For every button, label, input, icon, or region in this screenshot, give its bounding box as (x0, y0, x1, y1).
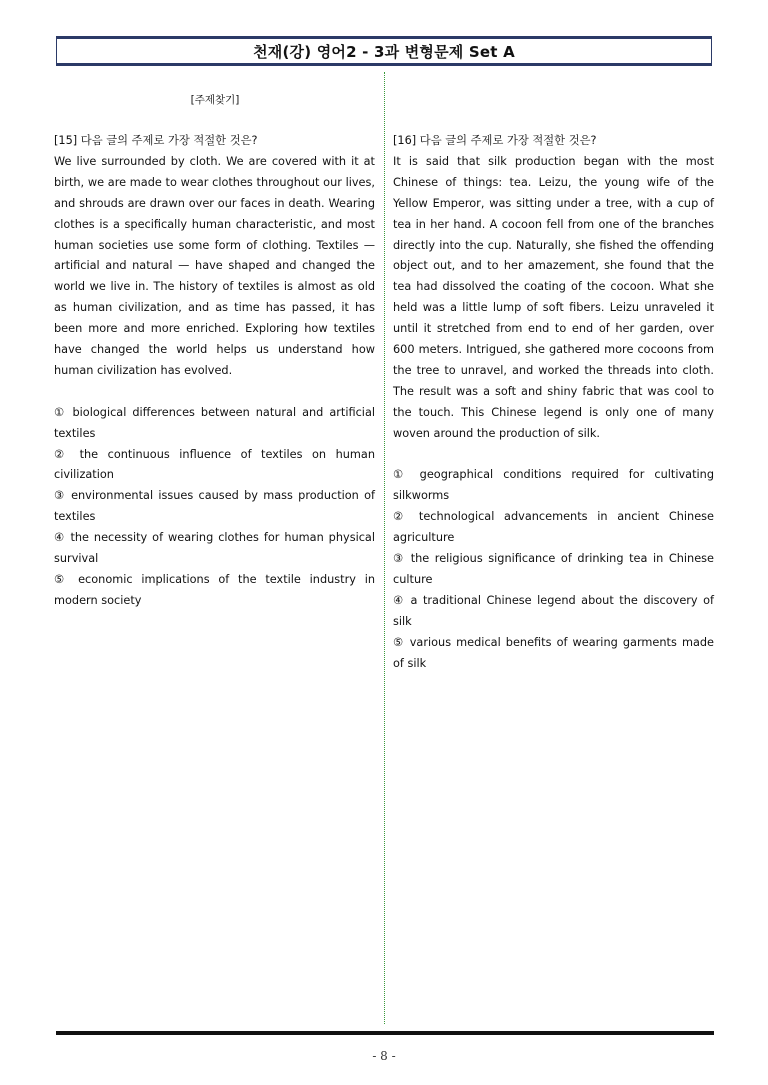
question-16-passage: It is said that silk production began with the most Chinese of things: tea. Leizu, the young wife of the Yellow Emperor, was sitting under a tree, with a cup of tea in her hand. A cocoon fell from one of the branches directly into the cup. Naturally, she fished the offending object out, and to her amazement, she found that the tea had dissolved the coating of the cocoon. What she held was a little lump of soft fibers. Leizu unraveled it until it stretched from end to end of her garden, over 600 meters. Intrigued, she gathered more cocoons from the tree to unravel, and worked the threads into cloth. The result was a soft and shiny fabric that was cool to the touch. This Chinese legend is only one of many woven around the production of silk. (393, 154, 714, 440)
question-16-options (393, 465, 714, 674)
question-15 (54, 131, 375, 612)
question-15-passage: We live surrounded by cloth. We are covered with it at birth, we are made to wear clothes throughout our lives, and shrouds are drawn over our faces in death. Wearing clothes is a specifically human characteristic, and most human societies use some form of clothing. Textiles — artificial and natural — have shaped and changed the world we live in. The history of textiles is almost as old as human civilization, and as time has passed, it has been more and more enriched. Exploring how textiles have changed the world helps us understand how human civilization has evolved. (54, 154, 375, 377)
page-title: 천재(강) 영어2 - 3과 변형문제 Set A (253, 42, 515, 61)
option: ② technological advancements in ancient Chinese agriculture (393, 510, 714, 545)
option: ① biological differences between natural and artificial textiles (54, 405, 375, 440)
footer-rule (56, 1031, 714, 1035)
question-16-prompt: [16] 다음 글의 주제로 가장 적절한 것은? (393, 134, 597, 147)
option: ③ environmental issues caused by mass production of textiles (54, 489, 375, 524)
column-divider (384, 72, 385, 1024)
option: ④ a traditional Chinese legend about the discovery of silk (393, 593, 714, 628)
option: ④ the necessity of wearing clothes for human physical survival (54, 531, 375, 566)
question-15-prompt: [15] 다음 글의 주제로 가장 적절한 것은? (54, 134, 258, 147)
section-label: [주제찾기] (190, 94, 240, 106)
option: ① geographical conditions required for cultivating silkworms (393, 468, 714, 503)
option: ⑤ economic implications of the textile industry in modern society (54, 573, 375, 607)
option: ⑤ various medical benefits of wearing garments made of silk (393, 635, 714, 670)
option: ③ the religious significance of drinking tea in Chinese culture (393, 552, 714, 587)
question-15-options (54, 403, 375, 612)
page-number: - 8 - (372, 1049, 396, 1063)
page-title-box (56, 36, 712, 66)
question-16 (393, 131, 714, 675)
option: ② the continuous influence of textiles on human civilization (54, 447, 375, 482)
